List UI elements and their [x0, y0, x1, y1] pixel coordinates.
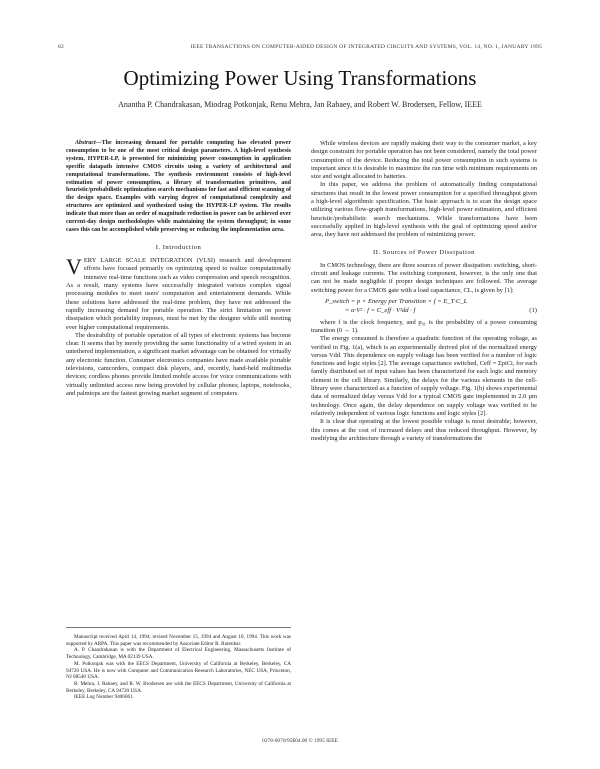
right-column [311, 140, 537, 443]
page-number: 82 [58, 44, 64, 50]
author-list: Anantha P. Chandrakasan, Miodrag Potkonjak, Renu Mehra, Jan Rabaey, and Robert W. Brodersen, Fellow, IEEE [118, 100, 482, 109]
paper-title: Optimizing Power Using Transformations [123, 66, 477, 90]
sources-paragraph-3: The energy consumed is therefore a quadratic function of the operating voltage, as verified in Fig. 1(a), which is an experimentally derived plot of the normalized energy versus Vdd. This dependence on supply voltage has been verified for a number of logic functions and logic styles [2]. The average capacitance switched, Ceff = ΣpiCi, for each family distributed set of input values has been characterized for each logic and memory element in the cell library. Similarly, the delays for the various elements in the cell-library were characterized as a function of supply voltage. Fig. 1(b) shows experimental data of normalized delay versus Vdd for a typical CMOS gate implemented in 2.0 µm technology. Once again, the delay dependence on supply voltage was verified to be relatively independent of various logic functions and logic styles [2]. [311, 335, 537, 417]
left-column [66, 140, 291, 398]
running-title: IEEE TRANSACTIONS ON COMPUTER-AIDED DESIGN OF INTEGRATED CIRCUITS AND SYSTEMS, VOL. 14, NO. 1, JANUARY 1995 [190, 44, 542, 50]
intro-paragraph-2: The desirability of portable operation of all types of electronic systems has become clear. It seems that by merely providing the same functionality of a wired system in an untethered implementation, a significant market advantage can be obtained for virtually any electronic function. Consumer electronics companies have made available portable televisions, camcorders, compact disk players, and, recently, hand-held multimedia devices; cordless phones provide limited mobile access for voice communications with virtually unlimited access now being provided by cellular phones; laptops, notebooks, and palmtops are the fastest growing market segment of computers. [66, 331, 291, 397]
drop-cap: V [66, 254, 82, 280]
right-paragraph-1: While wireless devices are rapidly making their way to the consumer market, a key design constraint for portable operation has not been considered, namely the total power consumption of the device. Reducing the total power consumption in such systems is important since it is desirable to maximize the run time with minimum requirements on size and weight allocated to batteries. [311, 140, 537, 181]
intro-paragraph-1 [66, 254, 291, 332]
equation-1-expression-b: = α·V² · f = C_eff · V²dd · f [345, 307, 416, 315]
footnote-author-2: M. Potkonjak was with the EECS Department, University of California at Berkeley, Berkeley, CA 94720 USA. He is now with Computer and Communication Research Laboratories, NEC USA, Princeton, NJ 08540 USA. [66, 660, 291, 681]
abstract-label: Abstract— [75, 140, 102, 146]
footnote-author-1: A. P. Chandrakasan is with the Department of Electrical Engineering, Massachusetts Institute of Technology, Cambridge, MA 02139 USA. [66, 647, 291, 661]
footnote-log-number: IEEE Log Number 9406061. [74, 694, 134, 701]
equation-1-expression-a: P_switch = p × Energy per Transition × f = E_T·C_L [325, 298, 468, 306]
equation-1-line-2 [311, 307, 537, 315]
copyright-code: 0278-0070/95$04.00 © 1995 IEEE [262, 738, 338, 744]
right-paragraph-2: In this paper, we address the problem of automatically finding computational structures that result in the lowest power consumption for a specified throughput given a high-level algorithmic specification. The basic approach is to scan the design space utilizing various flow-graph transformations, high-level power estimation, and efficient heuristic/probabilistic search mechanisms. While transformations have been successfully applied in high-level synthesis with the goal of optimizing speed and/or area, they have not addressed the problem of minimizing power. [311, 181, 537, 239]
intro-paragraph-1-text: research and development efforts have focused primarily on optimizing speed to realize computationally intensive real-time functions such as video compression and speech recognition. As a result, many systems have successfully integrated various complex signal processing modules to meet users' computation and entertainment demands. While these solutions have addressed the real-time problem, they have not addressed the rapidly increasing demand for portable operation. The strict limitation on power dissipation which portability imposes, must be met by the designer while still meeting ever higher computational requirements. [66, 257, 291, 331]
footnote-authors-3: R. Mehra, J. Rabaey, and R. W. Brodersen are with the EECS Department, University of California at Berkeley, Berkeley, CA 94720 USA. [66, 680, 291, 694]
sources-paragraph-4: It is clear that operating at the lowest possible voltage is most desirable; however, this comes at the cost of increased delays and thus reduced throughput. However, by modifying the architecture through a variety of transformations the [311, 418, 537, 442]
section-heading-introduction: I. Introduction [155, 243, 202, 251]
abstract-text: The increasing demand for portable computing has elevated power consumption to be one of the most critical design parameters. A high-level synthesis system, HYPER-LP, is presented for minimizing power consumption in application specific datapath intensive CMOS circuits using a variety of architectural and computational transformations. The synthesis environment consists of high-level estimation of power consumption, a library of transformation primitives, and heuristic/probabilistic optimization search mechanisms for fast and efficient scanning of the design space. Examples with varying degree of computational complexity and structures are optimized and synthesized using the HYPER-LP system. The results indicate that more than an order of magnitude reduction in power can be achieved over current-day design methodologies while maintaining the system throughput; in some cases this can be accomplished while preserving or reducing the implementation area. [66, 140, 291, 233]
sources-paragraph-1: In CMOS technology, there are three sources of power dissipation: switching, short-circuit and leakage currents. The switching component, however, is the only one that can not be made negligible if proper design techniques are followed. The average switching power for a CMOS gate with a load capacitance, CL, is given by [1]: [311, 261, 537, 294]
equation-number: (1) [529, 307, 537, 315]
abstract [66, 140, 291, 235]
footnote [66, 627, 291, 701]
intro-lead-in: ERY LARGE SCALE INTEGRATION (VLSI) [83, 257, 216, 265]
sources-paragraph-2: where f is the clock frequency, and p₀₁ is the probability of a power consuming transition (0 → 1). [311, 318, 537, 334]
equation-1-line-1 [311, 298, 537, 306]
section-heading-power-dissipation: II. Sources of Power Dissipation [373, 248, 475, 256]
running-header [58, 44, 542, 50]
footnote-manuscript: Manuscript received April 14, 1994; revised November 15, 1994 and August 10, 1994. This work was supported by ARPA. This paper was recommended by Associate Editor R. Rutenbar. [66, 634, 291, 647]
